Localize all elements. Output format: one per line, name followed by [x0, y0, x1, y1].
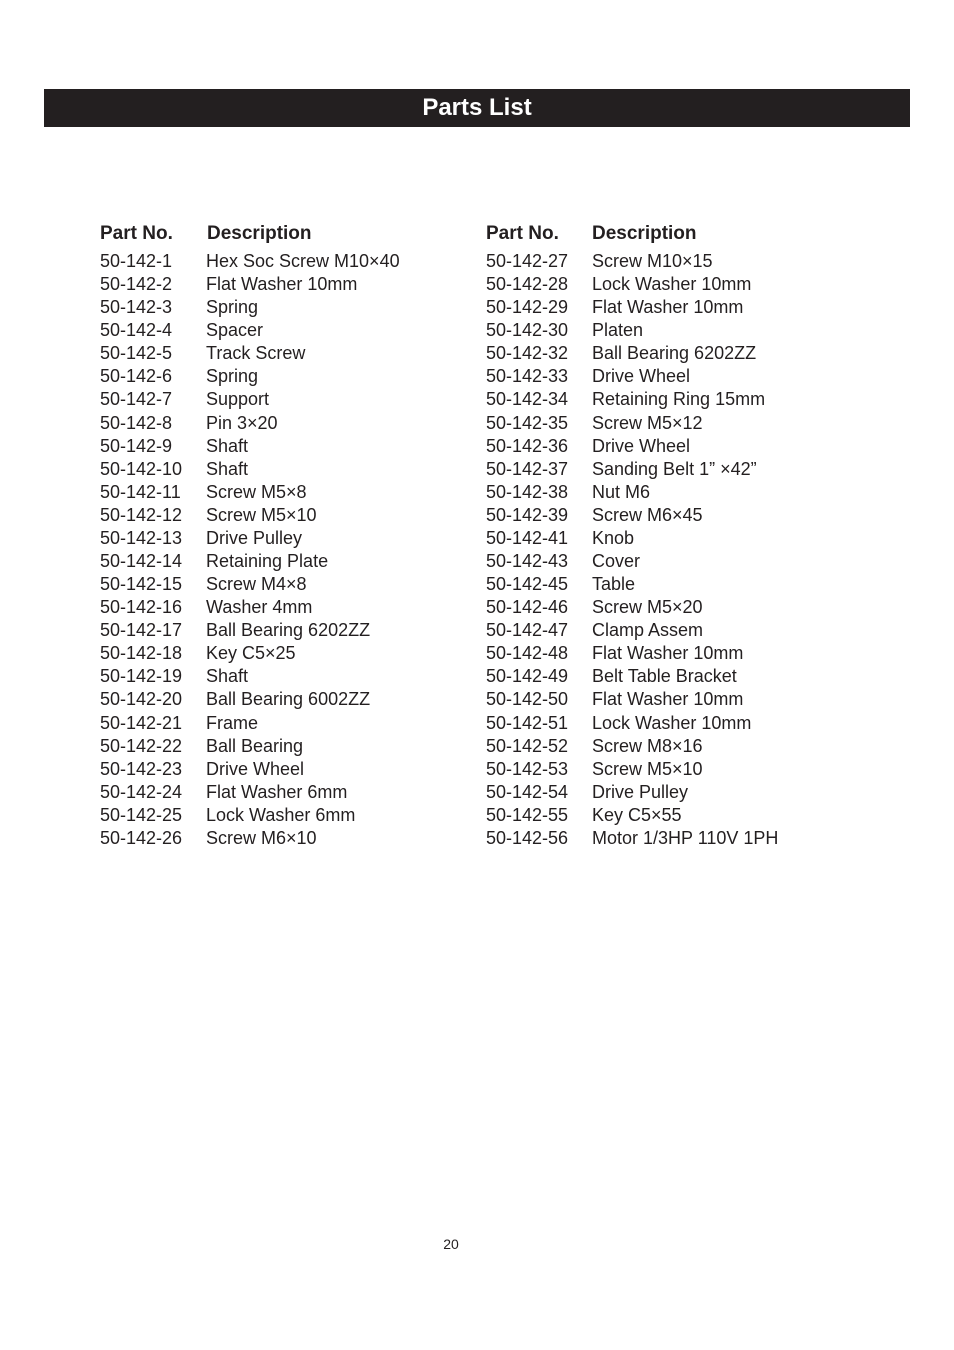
- part-description: Washer 4mm: [206, 597, 313, 618]
- part-number: 50-142-34: [486, 389, 569, 410]
- part-description: Flat Washer 10mm: [206, 274, 358, 295]
- part-description: Flat Washer 10mm: [592, 643, 744, 664]
- part-number: 50-142-21: [100, 712, 183, 733]
- part-description: Flat Washer 6mm: [206, 781, 348, 802]
- part-description: Screw M4×8: [206, 574, 307, 595]
- part-description: Table: [592, 574, 636, 595]
- part-number: 50-142-28: [486, 274, 569, 295]
- part-description: Nut M6: [592, 481, 651, 502]
- part-description: Spacer: [206, 320, 264, 341]
- part-number: 50-142-35: [486, 412, 569, 433]
- part-number: 50-142-43: [486, 551, 569, 572]
- page-title: Parts List: [422, 94, 532, 121]
- part-number: 50-142-37: [486, 458, 569, 479]
- part-number: 50-142-33: [486, 366, 569, 387]
- part-description: Screw M10×15: [592, 251, 713, 271]
- part-description: Support: [206, 389, 270, 410]
- part-description: Flat Washer 10mm: [592, 297, 744, 318]
- part-description: Screw M5×12: [592, 412, 703, 433]
- part-description: Screw M6×45: [592, 504, 703, 525]
- part-number: 50-142-3: [100, 297, 173, 318]
- part-number: 50-142-48: [486, 643, 569, 664]
- part-number: 50-142-36: [486, 435, 569, 456]
- part-number: 50-142-24: [100, 781, 183, 802]
- header-part-no: Part No.: [486, 223, 559, 244]
- part-number: 50-142-22: [100, 735, 183, 756]
- part-description: Spring: [206, 366, 259, 387]
- part-description: Screw M5×8: [206, 481, 307, 502]
- part-number: 50-142-32: [486, 343, 569, 364]
- part-number: 50-142-49: [486, 666, 569, 687]
- part-number: 50-142-27: [486, 251, 569, 271]
- part-description: Spring: [206, 297, 259, 318]
- part-description: Hex Soc Screw M10×40: [206, 251, 400, 271]
- part-number: 50-142-55: [486, 804, 569, 825]
- part-number: 50-142-23: [100, 758, 183, 779]
- part-number: 50-142-47: [486, 620, 569, 641]
- part-number: 50-142-18: [100, 643, 183, 664]
- part-description: Drive Pulley: [206, 527, 303, 548]
- part-number: 50-142-52: [486, 735, 569, 756]
- part-description: Knob: [592, 527, 635, 548]
- part-description: Lock Washer 10mm: [592, 274, 752, 295]
- header-part-no: Part No.: [100, 223, 173, 244]
- part-description: Clamp Assem: [592, 620, 704, 641]
- part-number: 50-142-54: [486, 781, 569, 802]
- part-description: Ball Bearing: [206, 735, 304, 756]
- part-number: 50-142-56: [486, 827, 569, 848]
- part-number: 50-142-11: [100, 481, 181, 502]
- part-number: 50-142-17: [100, 620, 183, 641]
- part-description: Cover: [592, 551, 641, 572]
- part-description: Drive Wheel: [206, 758, 305, 779]
- part-number: 50-142-25: [100, 804, 183, 825]
- part-number: 50-142-19: [100, 666, 183, 687]
- part-description: Shaft: [206, 435, 249, 456]
- part-number: 50-142-45: [486, 574, 569, 595]
- part-description: Lock Washer 10mm: [592, 712, 752, 733]
- part-description: Screw M5×10: [206, 504, 317, 525]
- part-number: 50-142-16: [100, 597, 183, 618]
- part-number: 50-142-29: [486, 297, 569, 318]
- part-description: Key C5×25: [206, 643, 296, 664]
- header-description: Description: [207, 223, 312, 244]
- part-description: Sanding Belt 1” ×42”: [592, 458, 757, 479]
- part-description: Retaining Ring 15mm: [592, 389, 766, 410]
- part-number: 50-142-38: [486, 481, 569, 502]
- part-description: Drive Wheel: [592, 435, 691, 456]
- part-description: Lock Washer 6mm: [206, 804, 356, 825]
- part-number: 50-142-15: [100, 574, 183, 595]
- part-description: Shaft: [206, 458, 249, 479]
- header-description: Description: [592, 223, 697, 244]
- part-number: 50-142-26: [100, 827, 183, 848]
- part-description: Screw M6×10: [206, 827, 317, 848]
- part-description: Retaining Plate: [206, 551, 329, 572]
- part-description: Platen: [592, 320, 644, 341]
- part-number: 50-142-4: [100, 320, 173, 341]
- part-description: Motor 1/3HP 110V 1PH: [592, 827, 779, 848]
- part-number: 50-142-39: [486, 504, 569, 525]
- part-number: 50-142-53: [486, 758, 569, 779]
- part-description: Ball Bearing 6202ZZ: [206, 620, 371, 641]
- part-description: Ball Bearing 6002ZZ: [206, 689, 371, 710]
- part-number: 50-142-51: [486, 712, 569, 733]
- page-number: 20: [443, 1236, 459, 1252]
- part-number: 50-142-12: [100, 504, 183, 525]
- part-description: Screw M5×20: [592, 597, 703, 618]
- part-number: 50-142-41: [486, 527, 569, 548]
- part-number: 50-142-30: [486, 320, 569, 341]
- part-description: Drive Wheel: [592, 366, 691, 387]
- part-description: Shaft: [206, 666, 249, 687]
- part-description: Drive Pulley: [592, 781, 689, 802]
- part-description: Frame: [206, 712, 259, 733]
- part-description: Flat Washer 10mm: [592, 689, 744, 710]
- part-description: Track Screw: [206, 343, 306, 364]
- part-number: 50-142-13: [100, 527, 183, 548]
- part-number: 50-142-2: [100, 274, 173, 295]
- part-number: 50-142-1: [100, 251, 173, 271]
- part-description: Screw M8×16: [592, 735, 703, 756]
- part-description: Pin 3×20: [206, 412, 278, 433]
- part-description: Ball Bearing 6202ZZ: [592, 343, 757, 364]
- part-number: 50-142-5: [100, 343, 173, 364]
- part-description: Screw M5×10: [592, 758, 703, 779]
- part-number: 50-142-50: [486, 689, 569, 710]
- part-number: 50-142-46: [486, 597, 569, 618]
- title-bar: [44, 89, 910, 127]
- part-number: 50-142-6: [100, 366, 173, 387]
- part-number: 50-142-14: [100, 551, 183, 572]
- part-number: 50-142-20: [100, 689, 183, 710]
- part-description: Key C5×55: [592, 804, 682, 825]
- part-number: 50-142-9: [100, 435, 173, 456]
- part-number: 50-142-8: [100, 412, 173, 433]
- part-description: Belt Table Bracket: [592, 666, 737, 687]
- part-number: 50-142-7: [100, 389, 173, 410]
- part-number: 50-142-10: [100, 458, 183, 479]
